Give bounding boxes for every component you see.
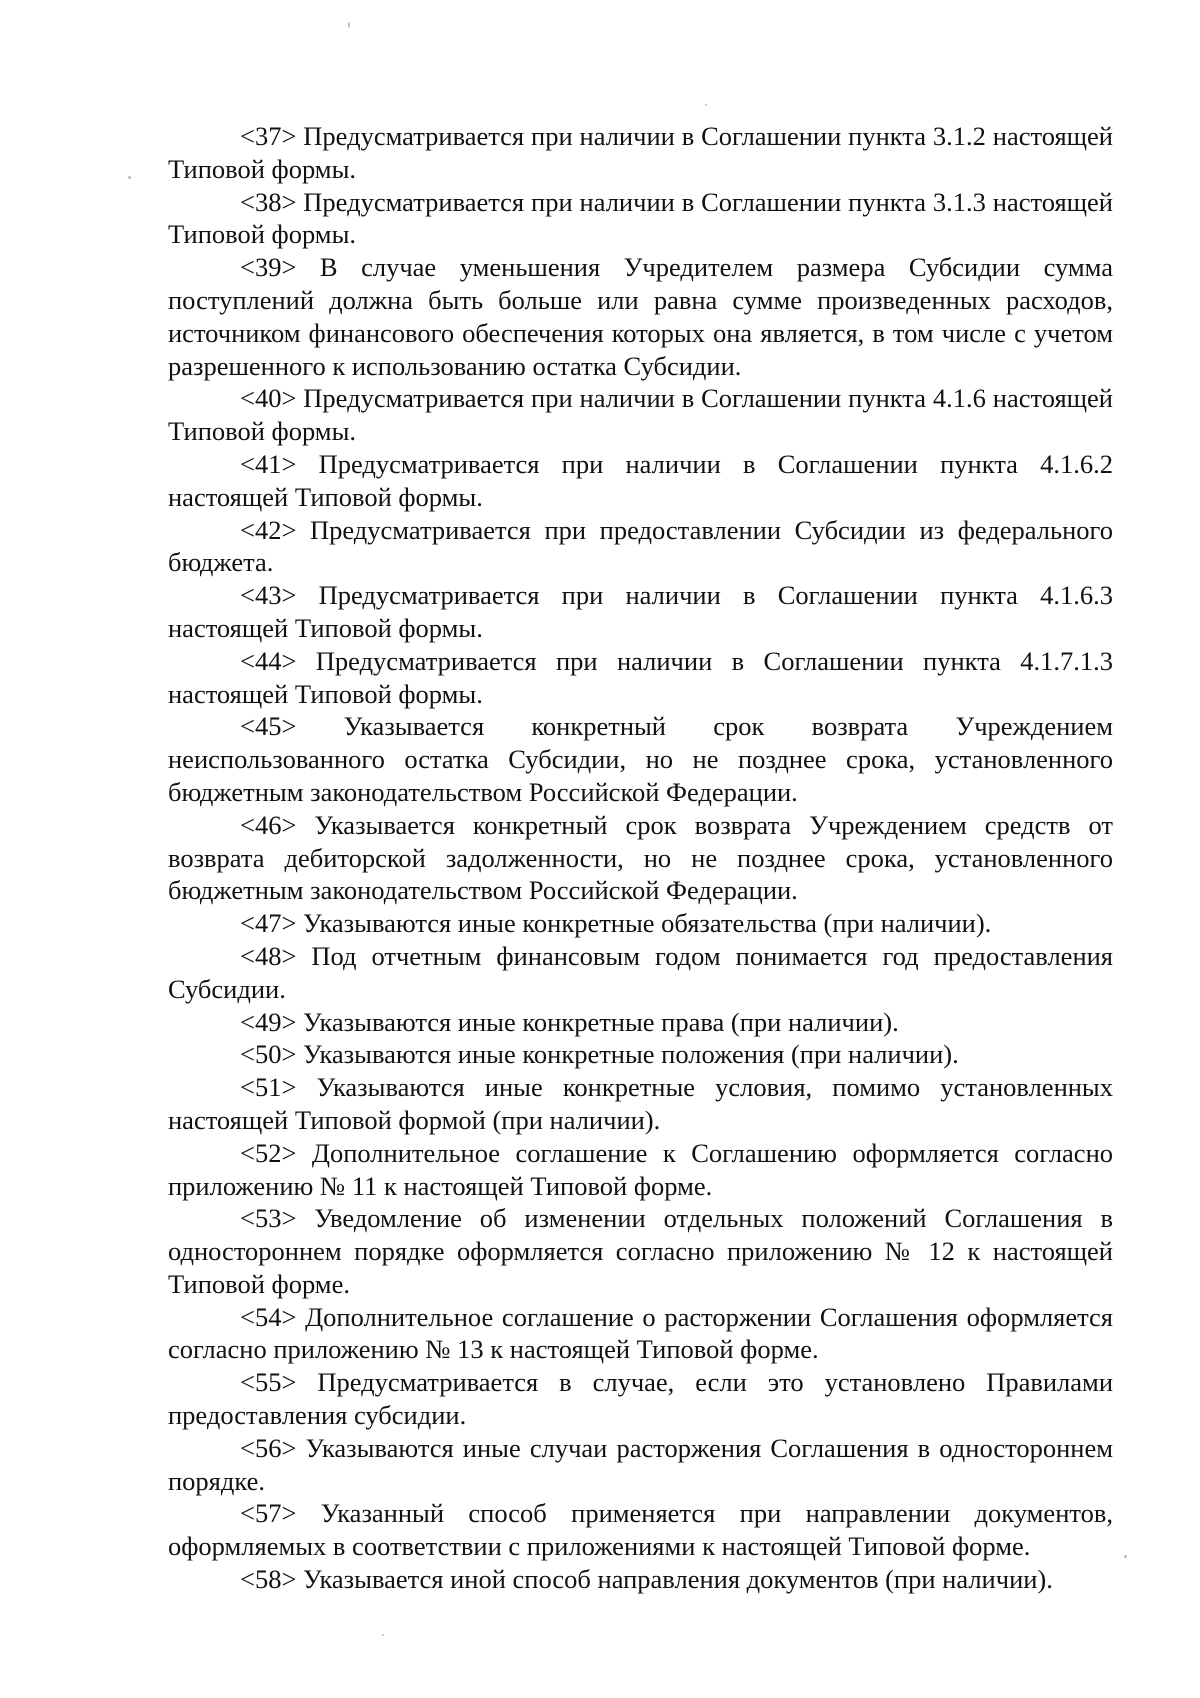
footnote-39: <39> В случае уменьшения Учредителем размера Субсидии сумма поступлений должна быть больше или равна сумме произведенных расходов, источником финансового обеспечения которых она является, в том числе с учетом разрешенного к использованию остатка Субсидии. (168, 252, 1113, 381)
footnote-37: <37> Предусматривается при наличии в Соглашении пункта 3.1.2 настоящей Типовой формы. (168, 121, 1113, 184)
footnote-48: <48> Под отчетным финансовым годом понимается год предоставления Субсидии. (168, 940, 1113, 1004)
scan-speck (128, 176, 131, 179)
footnote-51: <51> Указываются иные конкретные условия, помимо установленных настоящей Типовой формой (при наличии). (168, 1072, 1113, 1135)
footnote-40: <40> Предусматривается при наличии в Соглашении пункта 4.1.6 настоящей Типовой формы. (168, 383, 1113, 447)
footnote-52: <52> Дополнительное соглашение к Соглашению оформляется согласно приложению № 11 к настоящей Типовой форме. (168, 1137, 1113, 1201)
footnote-49: <49> Указываются иные конкретные права (при наличии). (240, 1006, 899, 1037)
footnote-38: <38> Предусматривается при наличии в Соглашении пункта 3.1.3 настоящей Типовой формы. (168, 186, 1113, 250)
footnote-42: <42> Предусматривается при предоставлении Субсидии из федерального бюджета. (168, 514, 1113, 578)
footnote-46: <46> Указывается конкретный срок возврата Учреждением средств от возврата дебиторской задолженности, но не позднее срока, установленного бюджетным законодательством Российской Федерации. (168, 809, 1113, 906)
scan-speck (382, 1634, 384, 1636)
footnote-43: <43> Предусматривается при наличии в Соглашении пункта 4.1.6.3 настоящей Типовой формы. (168, 580, 1113, 643)
footnotes-list (168, 120, 1113, 1596)
footnote-56: <56> Указываются иные случаи расторжения Соглашения в одностороннем порядке. (168, 1432, 1113, 1496)
footnote-47: <47> Указываются иные конкретные обязательства (при наличии). (240, 908, 992, 939)
footnote-45: <45> Указывается конкретный срок возврата Учреждением неиспользованного остатка Субсидии, но не позднее срока, установленного бюджетным законодательством Российской Федерации. (168, 711, 1113, 807)
footnote-57: <57> Указанный способ применяется при направлении документов, оформляемых в соответствии с приложениями к настоящей Типовой форме. (168, 1498, 1113, 1562)
footnote-41: <41> Предусматривается при наличии в Соглашении пункта 4.1.6.2 настоящей Типовой формы. (168, 448, 1113, 512)
scan-speck (705, 104, 707, 106)
footnote-55: <55> Предусматривается в случае, если это установлено Правилами предоставления субсидии. (168, 1367, 1113, 1431)
footnote-53: <53> Уведомление об изменении отдельных положений Соглашения в одностороннем порядке оформляется согласно приложению № 12 к настоящей Типовой форме. (168, 1203, 1113, 1299)
footnote-50: <50> Указываются иные конкретные положения (при наличии). (240, 1039, 959, 1070)
scan-speck (1124, 1555, 1127, 1558)
footnote-44: <44> Предусматривается при наличии в Соглашении пункта 4.1.7.1.3 настоящей Типовой формы. (168, 645, 1113, 709)
scan-speck (348, 22, 350, 28)
footnote-58: <58> Указывается иной способ направления документов (при наличии). (240, 1564, 1053, 1595)
footnote-54: <54> Дополнительное соглашение о расторжении Соглашения оформляется согласно приложению № 13 к настоящей Типовой форме. (168, 1301, 1113, 1365)
